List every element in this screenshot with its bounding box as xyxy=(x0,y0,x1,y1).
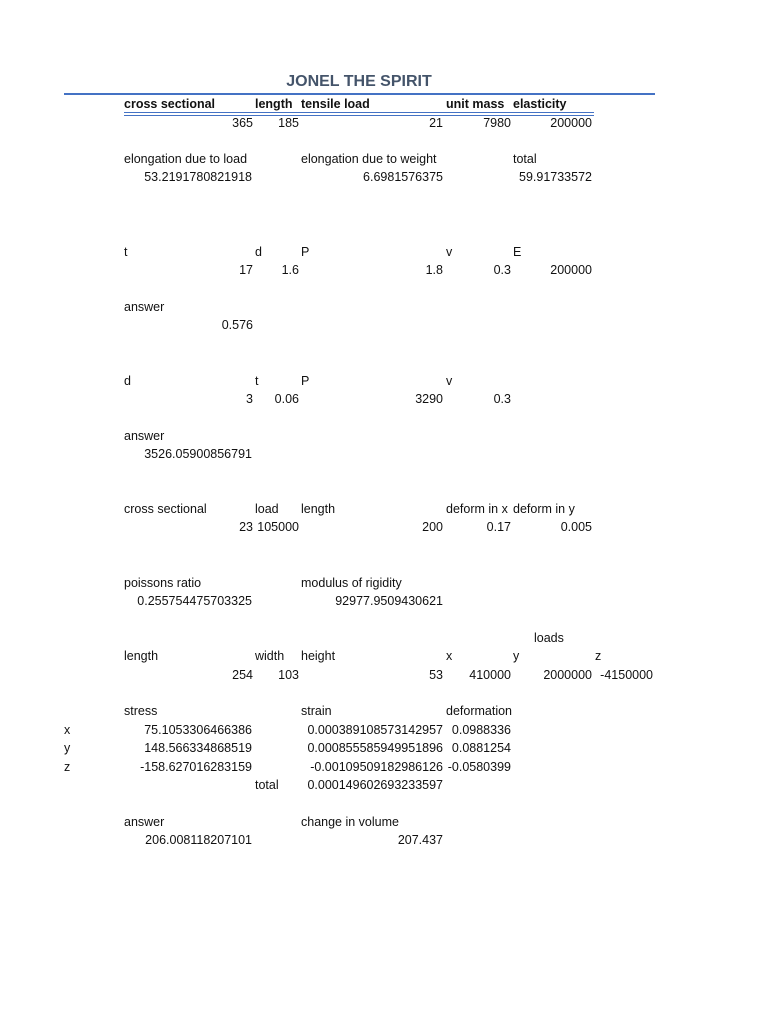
header-cross-sectional: cross sectional xyxy=(124,502,207,516)
header-P: P xyxy=(301,374,310,388)
axis-label-z: z xyxy=(64,760,71,774)
label-elongation-weight: elongation due to weight xyxy=(301,152,437,166)
axis-label-x: x xyxy=(64,723,71,737)
label-change-volume: change in volume xyxy=(301,815,399,829)
total-strain: 0.000149602693233597 xyxy=(307,778,443,792)
header-d: d xyxy=(255,245,262,259)
value-width: 103 xyxy=(278,668,299,682)
header-t: t xyxy=(124,245,128,259)
answer-label: answer xyxy=(124,300,165,314)
value-cross-sectional: 23 xyxy=(239,520,253,534)
strain-y: 0.000855585949951896 xyxy=(307,741,443,755)
value-cross-sectional: 365 xyxy=(232,116,253,130)
value-total: 59.91733572 xyxy=(519,170,592,184)
header-unit-mass: unit mass xyxy=(446,97,505,111)
header-v: v xyxy=(446,245,453,259)
header-E: E xyxy=(513,245,522,259)
answer-label: answer xyxy=(124,429,165,443)
header-cross-sectional: cross sectional xyxy=(124,97,216,111)
header-d: d xyxy=(124,374,131,388)
header-tensile-load: tensile load xyxy=(301,97,370,111)
stress-z: -158.627016283159 xyxy=(140,760,252,774)
header-z: z xyxy=(595,649,602,663)
value-length: 200 xyxy=(422,520,443,534)
value-length: 254 xyxy=(232,668,253,682)
value-v: 0.3 xyxy=(493,263,511,277)
value-elongation-weight: 6.6981576375 xyxy=(363,170,443,184)
value-tensile-load: 21 xyxy=(429,116,443,130)
value-P: 3290 xyxy=(415,392,443,406)
header-P: P xyxy=(301,245,310,259)
value-t: 17 xyxy=(239,263,253,277)
label-elongation-load: elongation due to load xyxy=(124,152,248,166)
value-deform-y: 0.005 xyxy=(560,520,592,534)
header-elasticity: elasticity xyxy=(513,97,567,111)
sheet-title: JONEL THE SPIRIT xyxy=(286,73,432,90)
label-total: total xyxy=(255,778,279,792)
header-length: length xyxy=(255,97,293,111)
value-E: 200000 xyxy=(550,263,592,277)
value-z: -4150000 xyxy=(600,668,653,682)
header-length: length xyxy=(301,502,336,516)
strain-z: -0.00109509182986126 xyxy=(310,760,443,774)
value-t: 0.06 xyxy=(274,392,299,406)
header-v: v xyxy=(446,374,453,388)
value-v: 0.3 xyxy=(493,392,511,406)
label-modulus-rigidity: modulus of rigidity xyxy=(301,576,402,590)
label-loads: loads xyxy=(534,631,564,645)
value-modulus-rigidity: 92977.9509430621 xyxy=(335,594,443,608)
value-d: 1.6 xyxy=(281,263,299,277)
header-deform-x: deform in x xyxy=(446,502,508,516)
header-length: length xyxy=(124,649,159,663)
label-stress: stress xyxy=(124,704,158,718)
value-poissons-ratio: 0.255754475703325 xyxy=(137,594,252,608)
header-t: t xyxy=(255,374,259,388)
value-x: 410000 xyxy=(469,668,511,682)
value-height: 53 xyxy=(429,668,443,682)
header-rule-top xyxy=(124,112,594,113)
header-deform-y: deform in y xyxy=(513,502,575,516)
deformation-z: -0.0580399 xyxy=(447,760,511,774)
header-y: y xyxy=(513,649,520,663)
label-total: total xyxy=(513,152,537,166)
value-deform-x: 0.17 xyxy=(486,520,511,534)
label-deformation: deformation xyxy=(446,704,513,718)
header-load: load xyxy=(255,502,279,516)
value-d: 3 xyxy=(246,392,253,406)
header-width: width xyxy=(255,649,285,663)
label-poissons-ratio: poissons ratio xyxy=(124,576,202,590)
value-P: 1.8 xyxy=(425,263,443,277)
value-unit-mass: 7980 xyxy=(483,116,511,130)
stress-y: 148.566334868519 xyxy=(144,741,252,755)
value-elongation-load: 53.2191780821918 xyxy=(144,170,252,184)
strain-x: 0.000389108573142957 xyxy=(307,723,443,737)
label-strain: strain xyxy=(301,704,332,718)
value-elasticity: 200000 xyxy=(550,116,592,130)
header-x: x xyxy=(446,649,453,663)
title-underline xyxy=(64,93,655,95)
answer-value: 206.008118207101 xyxy=(145,833,252,847)
answer-label: answer xyxy=(124,815,165,829)
answer-value: 3526.05900856791 xyxy=(144,447,252,461)
axis-label-y: y xyxy=(64,741,71,755)
header-height: height xyxy=(301,649,336,663)
deformation-x: 0.0988336 xyxy=(451,723,511,737)
change-volume-value: 207.437 xyxy=(397,833,443,847)
value-load: 105000 xyxy=(257,520,299,534)
deformation-y: 0.0881254 xyxy=(451,741,511,755)
stress-x: 75.1053306466386 xyxy=(144,723,252,737)
answer-value: 0.576 xyxy=(221,318,253,332)
value-length: 185 xyxy=(278,116,299,130)
value-y: 2000000 xyxy=(543,668,592,682)
